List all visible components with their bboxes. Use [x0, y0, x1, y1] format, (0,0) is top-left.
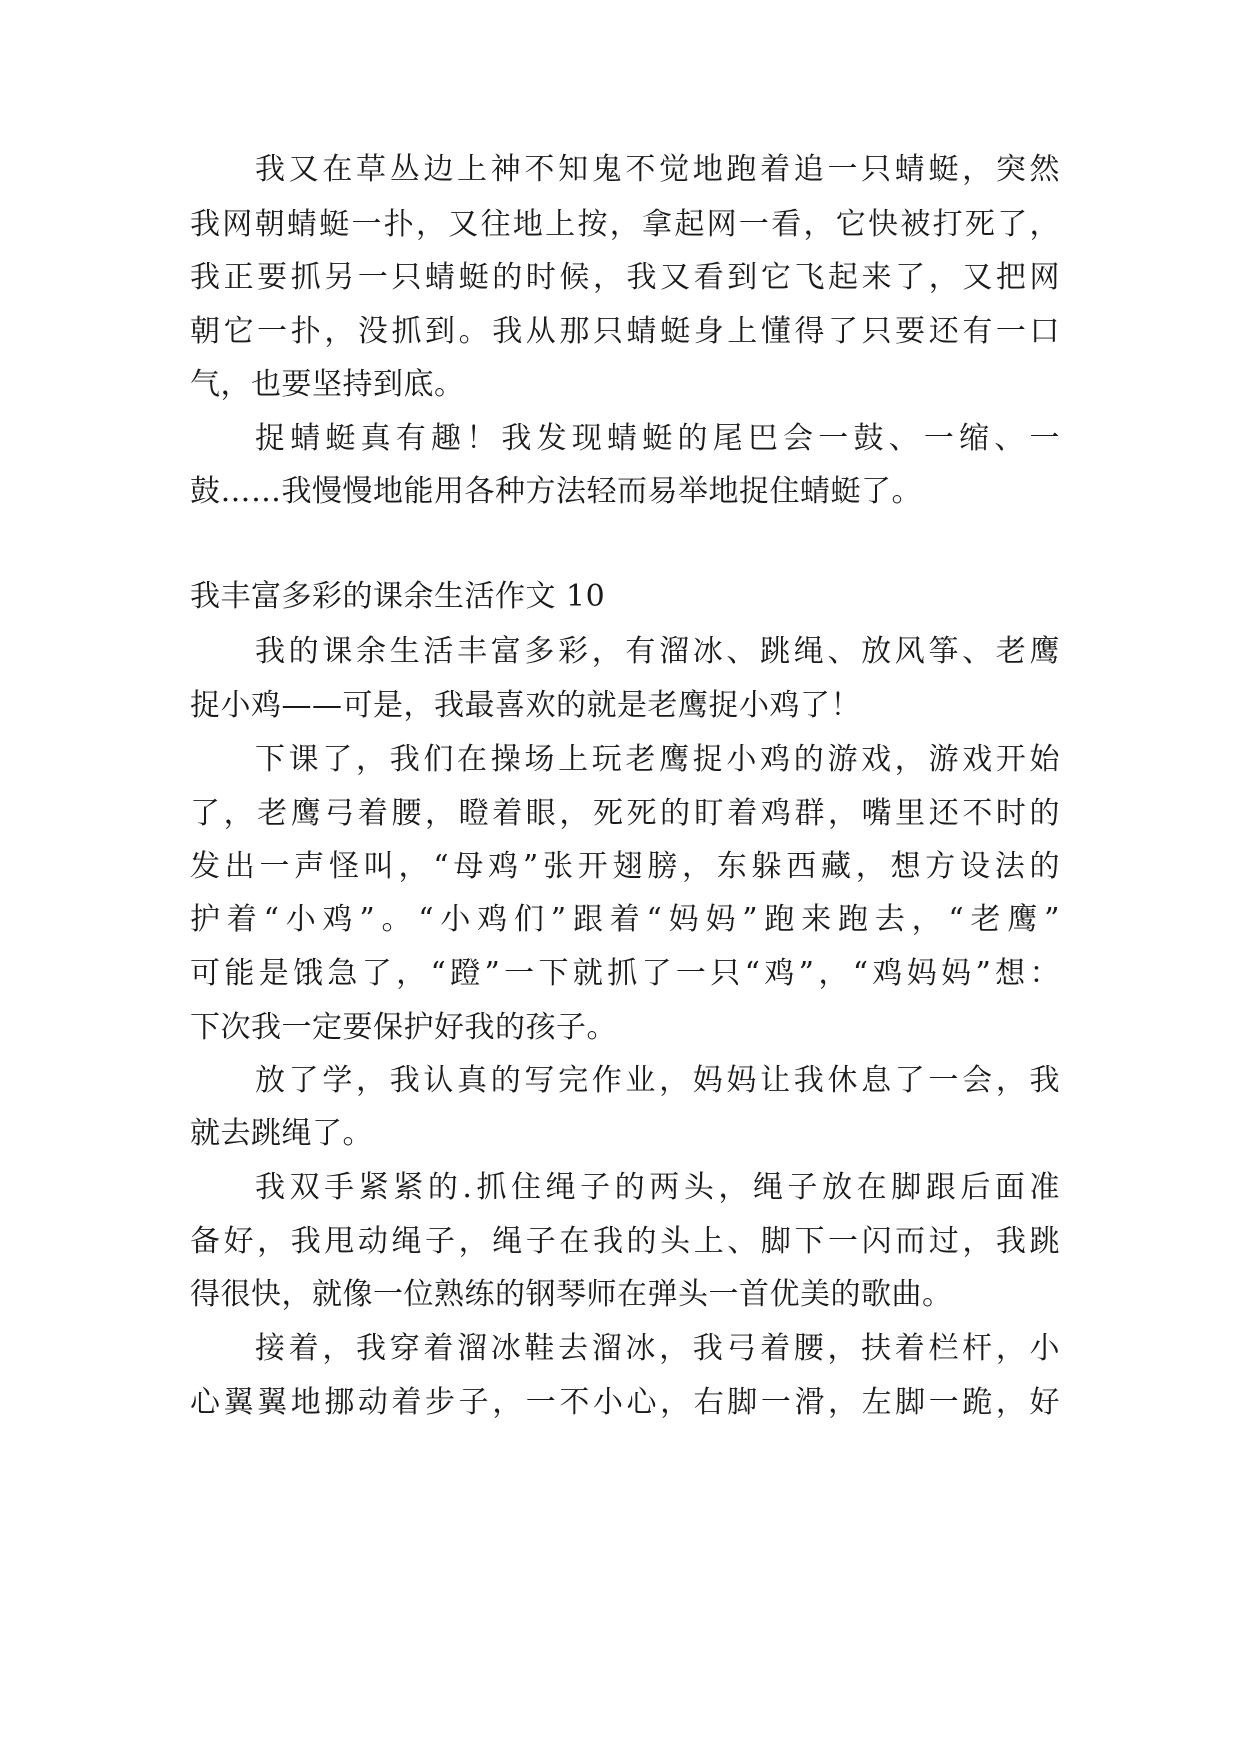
paragraph-4-line-3: 发出一声怪叫，“母鸡”张开翅膀，东躲西藏，想方设法的 [190, 849, 1060, 884]
paragraph-1-line-4: 朝它一扑，没抓到。我从那只蜻蜓身上懂得了只要还有一口 [190, 314, 1060, 349]
paragraph-6-line-3: 得很快，就像一位熟练的钢琴师在弹头一首优美的歌曲。 [190, 1277, 953, 1312]
paragraph-1-line-1: 我又在草丛边上神不知鬼不觉地跑着追一只蜻蜓，突然 [255, 152, 1060, 187]
paragraph-4-line-6: 下次我一定要保护好我的孩子。 [190, 1010, 617, 1045]
paragraph-7-line-2: 心翼翼地挪动着步子，一不小心，右脚一滑，左脚一跪，好 [190, 1385, 1060, 1420]
paragraph-5-line-2: 就去跳绳了。 [190, 1116, 373, 1151]
paragraph-2-line-1: 捉蜻蜓真有趣！我发现蜻蜓的尾巴会一鼓、一缩、一 [255, 421, 1060, 456]
paragraph-1-line-2: 我网朝蜻蜓一扑，又往地上按，拿起网一看，它快被打死了， [190, 207, 1060, 242]
paragraph-4-line-1: 下课了，我们在操场上玩老鹰捉小鸡的游戏，游戏开始 [255, 742, 1060, 777]
paragraph-7-line-1: 接着，我穿着溜冰鞋去溜冰，我弓着腰，扶着栏杆，小 [255, 1331, 1060, 1366]
paragraph-4-line-2: 了，老鹰弓着腰，瞪着眼，死死的盯着鸡群，嘴里还不时的 [190, 796, 1060, 831]
paragraph-4-line-4: 护着“小鸡”。“小鸡们”跟着“妈妈”跑来跑去，“老鹰” [190, 902, 1060, 937]
paragraph-4-line-5: 可能是饿急了，“蹬”一下就抓了一只“鸡”，“鸡妈妈”想： [190, 956, 1060, 991]
paragraph-3-line-1: 我的课余生活丰富多彩，有溜冰、跳绳、放风筝、老鹰 [255, 634, 1060, 669]
paragraph-3-line-2: 捉小鸡——可是，我最喜欢的就是老鹰捉小鸡了！ [190, 688, 861, 723]
paragraph-6-line-1: 我双手紧紧的.抓住绳子的两头，绳子放在脚跟后面准 [255, 1170, 1060, 1205]
paragraph-5-line-1: 放了学，我认真的写完作业，妈妈让我休息了一会，我 [255, 1063, 1060, 1098]
paragraph-2-line-2: 鼓……我慢慢地能用各种方法轻而易举地捉住蜻蜓了。 [190, 474, 922, 509]
essay-title: 我丰富多彩的课余生活作文 10 [190, 579, 606, 614]
paragraph-1-line-3: 我正要抓另一只蜻蜓的时候，我又看到它飞起来了，又把网 [190, 260, 1060, 295]
paragraph-1-line-5: 气，也要坚持到底。 [190, 367, 465, 402]
paragraph-6-line-2: 备好，我甩动绳子，绳子在我的头上、脚下一闪而过，我跳 [190, 1224, 1060, 1259]
